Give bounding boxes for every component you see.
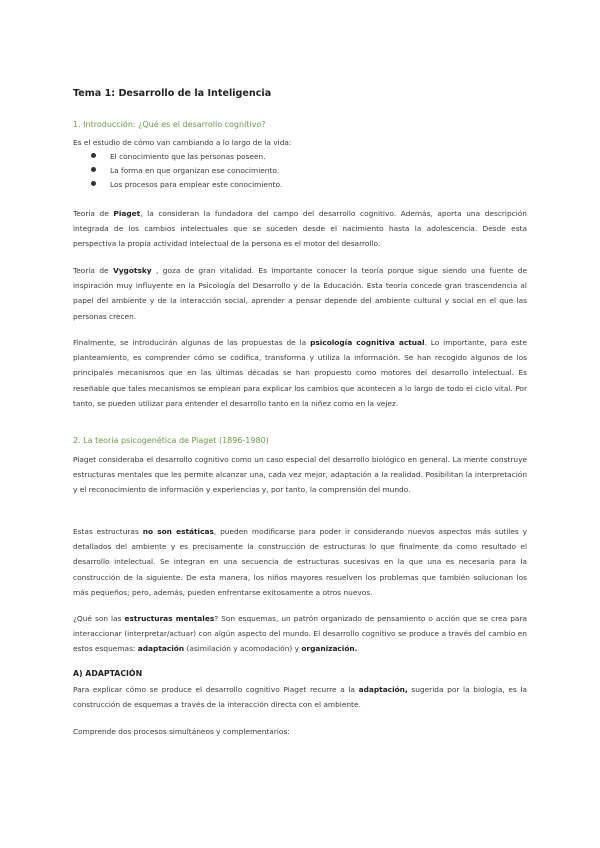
bullet-dot-icon bbox=[91, 181, 96, 186]
bullet-item: La forma en que organizan ese conocimiento. bbox=[91, 164, 279, 178]
paragraph-adaptation: Para explicar cómo se produce el desarrollo cognitivo Piaget recurre a la adaptación, sugerida por la biología, es la construcción de esquemas a través de la interacción directa con el ambiente. bbox=[73, 685, 527, 710]
bullet-item: El conocimiento que las personas poseen. bbox=[91, 150, 266, 164]
paragraph-mental-structures: ¿Qué son las estructuras mentales? Son esquemas, un patrón organizado de pensamiento o acción que se crea para interaccionar (interpretar/actuar) con algún aspecto del mundo. El desarrollo cognitivo se produce a través del cambio en estos esquemas: adaptación (asimilación y acomodación) y organización. bbox=[73, 614, 527, 654]
section-heading-intro: 1. Introducción: ¿Qué es el desarrollo cognitivo? bbox=[73, 120, 266, 129]
section-heading-piaget: 2. La teoría psicogenética de Piaget (1896-1980) bbox=[73, 436, 269, 445]
document-title: Tema 1: Desarrollo de la Inteligencia bbox=[73, 88, 272, 99]
intro-lead: Es el estudio de cómo van cambiando a lo largo de la vida: bbox=[73, 138, 292, 147]
paragraph-vygotsky: Teoría de Vygotsky , goza de gran vitalidad. Es importante conocer la teoría porque sigue siendo una fuente de inspiración muy influyente en la Psicología del Desarrollo y de la Educación. Esta teoría concede gran trascendencia al papel del ambiente y de la interacción social, aprender a pensar depende del ambiente cultural y social en el que las personas crecen. bbox=[73, 266, 528, 321]
paragraph-piaget-theory: Piaget consideraba el desarrollo cognitivo como un caso especial del desarrollo biológico en general. La mente construye estructuras mentales que les permite alcanzar una, cada vez mejor, adaptación a la realidad. Posibilitan la interpretación y el reconocimiento de información y experiencias y, por tanto, la comprensión del mundo. bbox=[73, 455, 527, 495]
paragraph-cognitive: Finalmente, se introducirán algunas de las propuestas de la psicología cognitiva actual. Lo importante, para este planteamiento, es comprender cómo se codifica, transforma y utiliza la información. Se han recogido algunos de los principales mecanismos que en las últimas décadas se han propuesto como motores del desarrollo intelectual. Es reseñable que tales mecanismos se emplean para explicar los cambios que acontecen a lo largo de todo el ciclo vital. Por tanto, se pueden utilizar para entender el desarrollo tanto en la niñez como en la vejez. bbox=[73, 338, 527, 408]
paragraph-processes: Comprende dos procesos simultáneos y complementarios: bbox=[73, 727, 290, 736]
paragraph-structures: Estas estructuras no son estáticas, pueden modificarse para poder ir considerando nuevos aspectos más sutiles y detallados del ambiente y es precisamente la construcción de estructuras lo que finalmente da como resultado el desarrollo intelectual. Se integran en una secuencia de estructuras sucesivas en la que una es necesaria para la construcción de la siguiente. De esta manera, los niños mayores resuelven los problemas que también solucionan los más pequeños; pero, además, pueden enfrentarse exitosamente a otros nuevos. bbox=[73, 527, 527, 597]
bullet-item: Los procesos para emplear este conocimiento. bbox=[91, 178, 282, 192]
bullet-dot-icon bbox=[91, 153, 96, 158]
subsection-heading-adaptacion: A) ADAPTACIÓN bbox=[73, 669, 143, 678]
paragraph-piaget: Teoría de Piaget, la consideran la fundadora del campo del desarrollo cognitivo. Además, aporta una descripción integrada de los cambios intelectuales que se suceden desde el nacimiento hasta la adolescencia. Desde esta perspectiva la propia actividad intelectual de la persona es el motor del desarrollo. bbox=[73, 209, 527, 249]
bullet-dot-icon bbox=[91, 167, 96, 172]
